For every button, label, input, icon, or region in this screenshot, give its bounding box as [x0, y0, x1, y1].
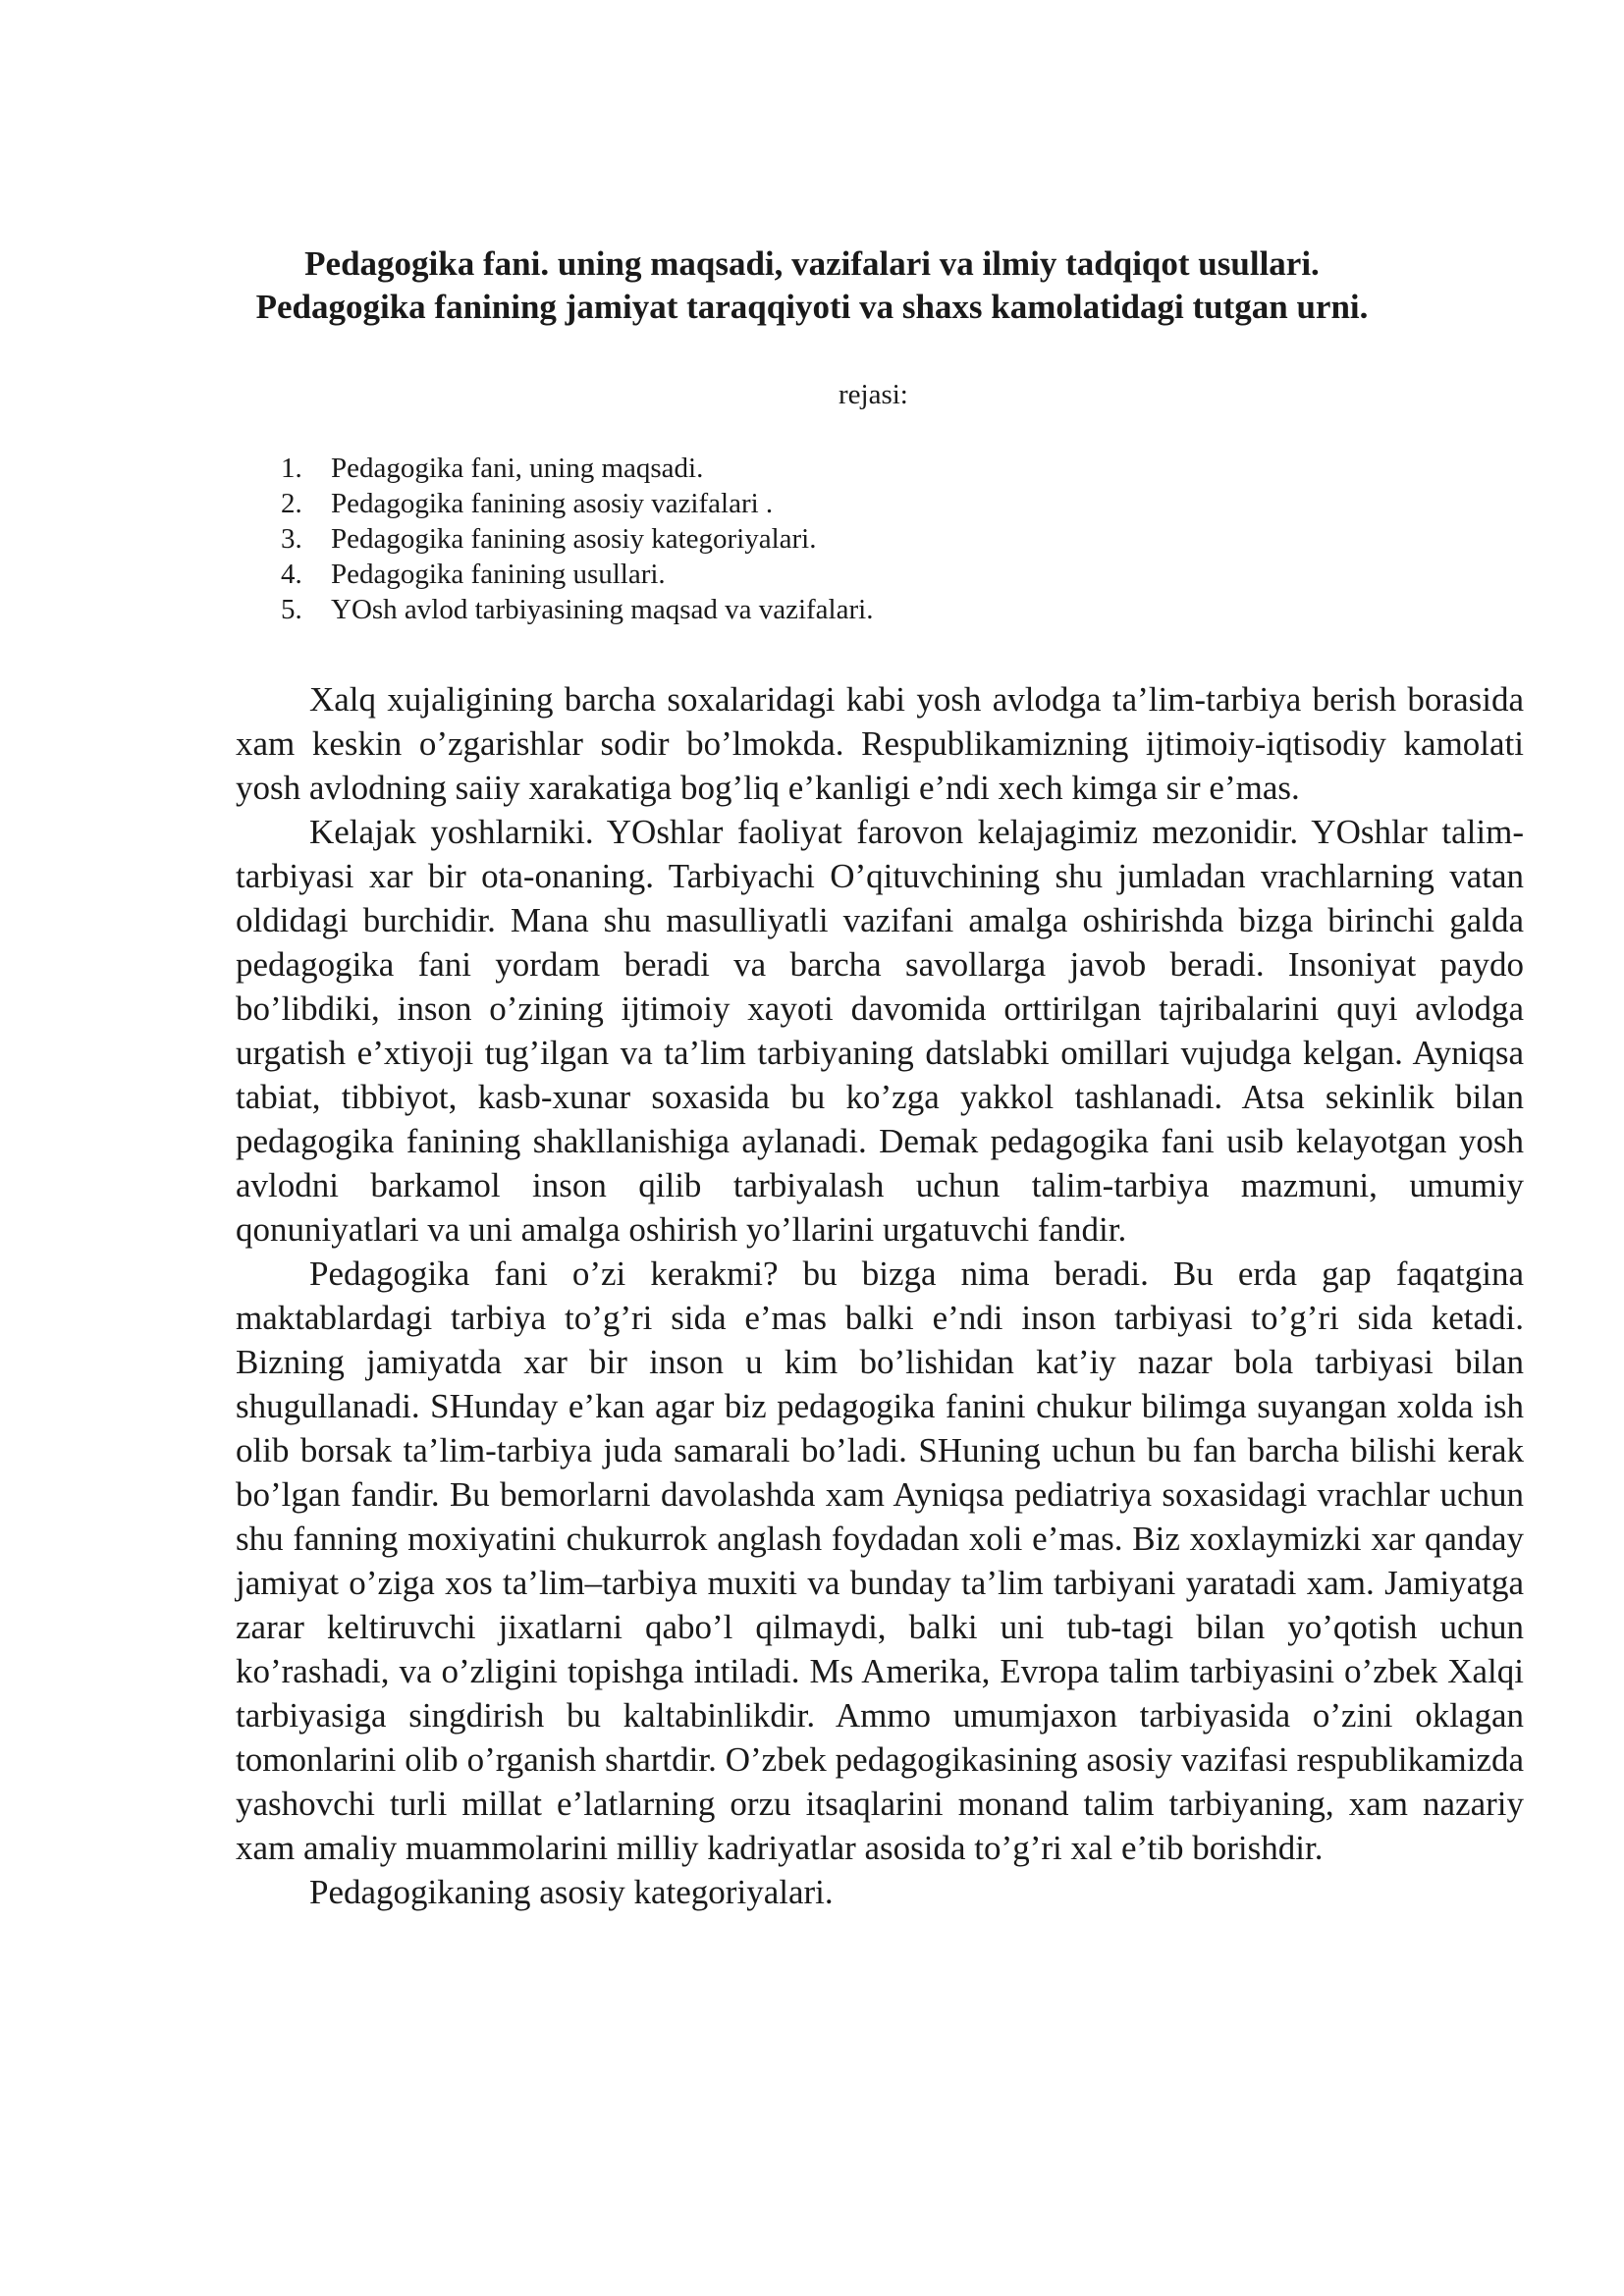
paragraph: Kelajak yoshlarniki. YOshlar faoliyat farovon kelajagimiz mezonidir. YOshlar talim-tarbiyasi xar bir ota-onaning. Tarbiyachi O’qituvchining shu jumladan vrachlarning vatan oldidagi burchidir. Mana shu masulliyatli vazifani amalga oshirishda bizga birinchi galda pedagogika fani yordam beradi va barcha savollarga javob beradi. Insoniyat paydo bo’libdiki, inson o’zining ijtimoiy xayoti davomida orttirilgan tajribalarini quyi avlodga urgatish e’xtiyoji tug’ilgan va ta’lim tarbiyaning datslabki omillari vujudga kelgan. Ayniqsa tabiat, tibbiyot, kasb-xunar soxasida bu ko’zga yakkol tashlanadi. Atsa sekinlik bilan pedagogika fanining shakllanishiga aylanadi. Demak pedagogika fani usib kelayotgan yosh avlodni barkamol inson qilib tarbiyalash uchun talim-tarbiya mazmuni, umumiy qonuniyatlari va uni amalga oshirish yo’llarini urgatuvchi fandir.	[236, 813, 1524, 1249]
title-line-2: Pedagogika fanining jamiyat taraqqiyoti va shaxs kamolatidagi tutgan urni.	[255, 288, 1369, 326]
plan-item-number: 4.	[281, 559, 302, 590]
section-heading: Pedagogikaning asosiy kategoriyalari.	[309, 1873, 834, 1911]
plan-item-text: Pedagogika fani, uning maqsadi.	[331, 453, 704, 484]
plan-item-text: Pedagogika fanining asosiy vazifalari .	[331, 488, 774, 519]
paragraph: Pedagogika fani o’zi kerakmi? bu bizga nima beradi. Bu erda gap faqatgina maktablardagi tarbiya to’g’ri sida e’mas balki e’ndi inson tarbiyasi to’g’ri sida ketadi. Bizning jamiyatda xar bir inson u kim bo’lishidan kat’iy nazar bola tarbiyasi bilan shugullanadi. SHunday e’kan agar biz pedagogika fanini chukur bilimga suyangan xolda ish olib borsak ta’lim-tarbiya juda samarali bo’ladi. SHuning uchun bu fan barcha bilishi kerak bo’lgan fandir. Bu bemorlarni davolashda xam Ayniqsa pediatriya soxasidagi vrachlar uchun shu fanning moxiyatini chukurrok anglash foydadan xoli e’mas. Biz xoxlaymizki xar qanday jamiyat o’ziga xos ta’lim–tarbiya muxiti va bunday ta’lim tarbiyani yaratadi xam. Jamiyatga zarar keltiruvchi jixatlarni qabo’l qilmaydi, balki uni tub-tagi bilan yo’qotish uchun ko’rashadi, va o’zligini topishga intiladi. Ms Amerika, Evropa talim tarbiyasini o’zbek Xalqi tarbiyasiga singdirish bu kaltabinlikdir. Ammo umumjaxon tarbiyasida o’zini oklagan tomonlarini olib o’rganish shartdir. O’zbek pedagogikasining asosiy vazifasi respublikamizda yashovchi turli millat e’latlarning orzu itsaqlarini monand talim tarbiyaning, xam nazariy xam amaliy muammolarini milliy kadriyatlar asosida to’g’ri xal e’tib borishdir.	[236, 1255, 1524, 1867]
plan-item-number: 2.	[281, 488, 302, 519]
document-title	[147, 242, 1477, 329]
plan-item-number: 3.	[281, 523, 302, 555]
plan-item	[281, 451, 873, 486]
paragraph: Xalq xujaligining barcha soxalaridagi kabi yosh avlodga ta’lim-tarbiya berish borasida xam keskin o’zgarishlar sodir bo’lmokda. Respublikamizning ijtimoiy-iqtisodiy kamolati yosh avlodning saiiy xarakatiga bog’liq e’kanligi e’ndi xech kimga sir e’mas.	[236, 680, 1524, 807]
plan-item-text: YOsh avlod tarbiyasining maqsad va vazifalari.	[331, 594, 874, 625]
plan-item-text: Pedagogika fanining usullari.	[331, 559, 666, 590]
plan-item	[281, 521, 873, 557]
plan-heading: rejasi:	[839, 379, 908, 410]
plan-item	[281, 557, 873, 592]
plan-item	[281, 486, 873, 521]
body-text	[236, 677, 1524, 1914]
plan-item	[281, 592, 873, 627]
plan-item-text: Pedagogika fanining asosiy kategoriyalari.	[331, 523, 817, 555]
plan-item-number: 5.	[281, 594, 302, 625]
plan-item-number: 1.	[281, 453, 302, 484]
title-line-1: Pedagogika fani. uning maqsadi, vazifalari va ilmiy tadqiqot usullari.	[304, 244, 1320, 283]
plan-list	[281, 451, 873, 627]
